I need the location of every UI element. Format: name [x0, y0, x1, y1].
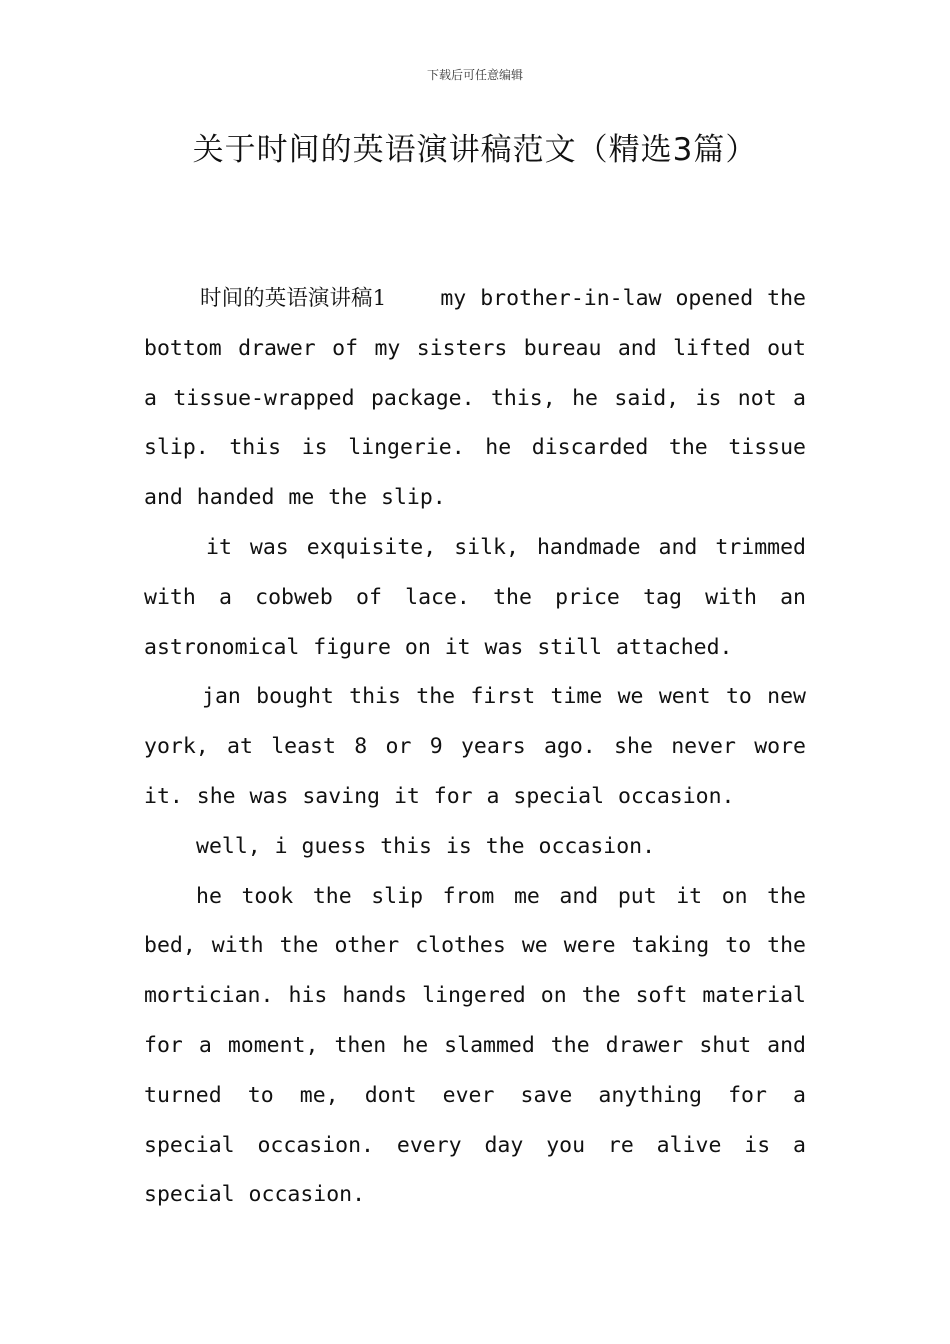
paragraph-1 [144, 274, 806, 523]
paragraph-3: jan bought this the first time we went to new york, at least 8 or 9 years ago. she never wore it. she was saving it for a special occasion. [144, 684, 806, 809]
paragraph-1-text: my brother-in-law opened the bottom drawer of my sisters bureau and lifted out a tissue-wrapped package. this, he said, is not a slip. this is lingerie. he discarded the tissue and handed me the slip. [144, 286, 807, 511]
paragraph-2: it was exquisite, silk, handmade and trimmed with a cobweb of lace. the price tag with an astronomical figure on it was still attached. [144, 534, 806, 660]
paragraph-5: he took the slip from me and put it on the bed, with the other clothes we were taking to the mortician. his hands lingered on the soft material for a moment, then he slammed the drawer shut and turned to me, dont ever save anything for a special occasion. every day you re alive is a special occasion. [144, 883, 806, 1208]
paragraph-4: well, i guess this is the occasion. [196, 833, 656, 859]
document-title: 关于时间的英语演讲稿范文（精选3篇） [192, 132, 758, 168]
page-header-note: 下载后可任意编辑 [426, 68, 523, 82]
document-body [144, 274, 806, 1220]
section-heading: 时间的英语演讲稿1 [200, 286, 387, 311]
